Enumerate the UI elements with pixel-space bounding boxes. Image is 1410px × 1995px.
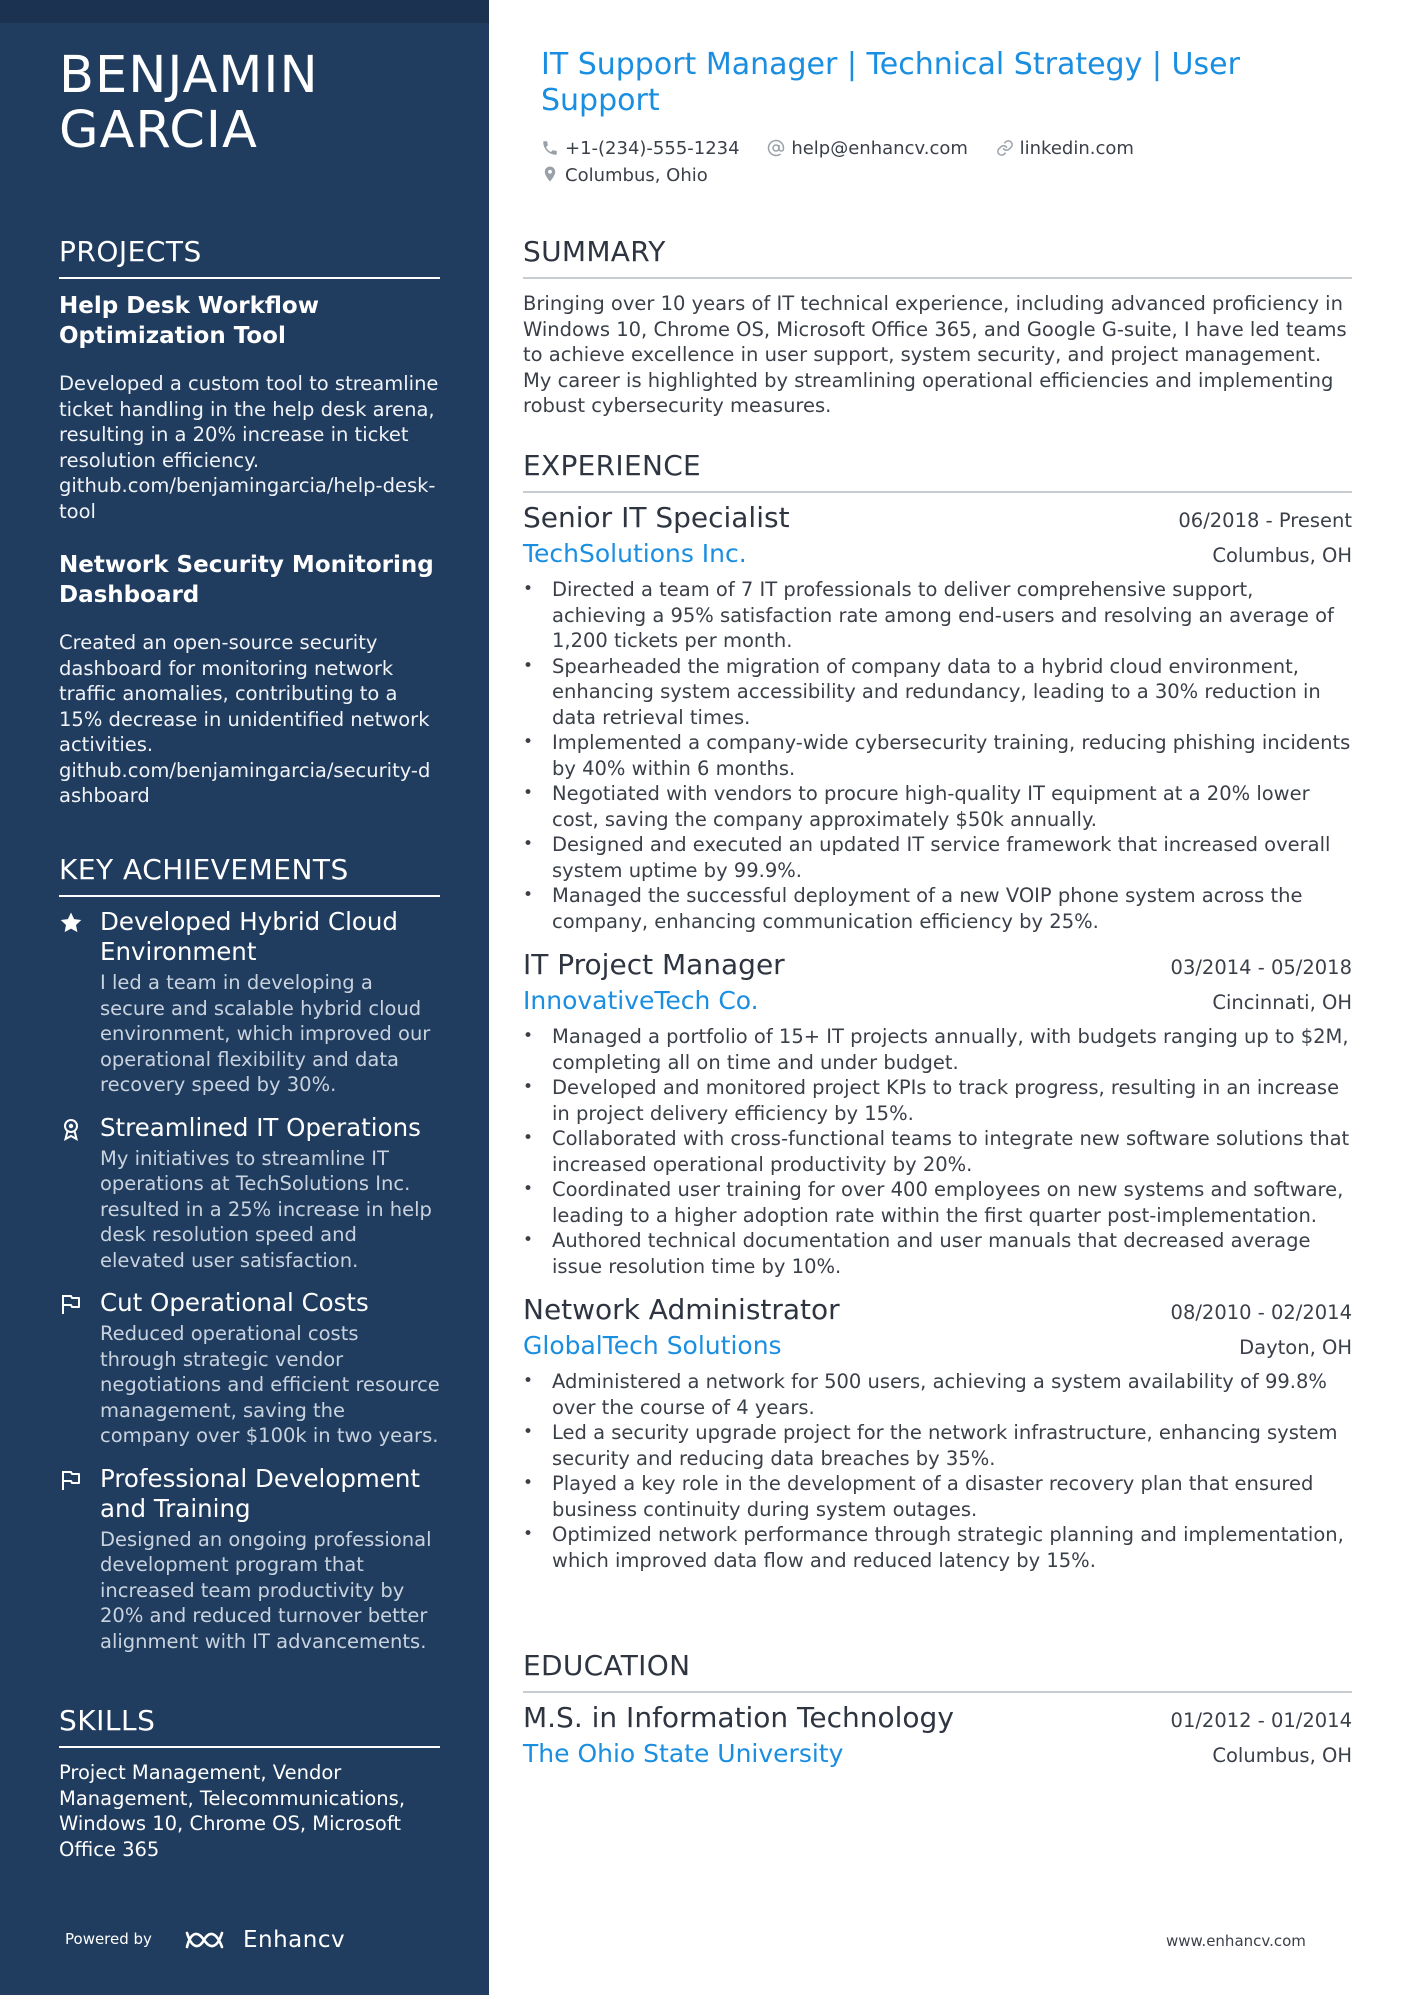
summary-section [523,235,1352,419]
skills-section [59,1704,440,1862]
education-heading: EDUCATION [523,1649,1352,1693]
education-section [523,1649,1352,1771]
job-dates: 06/2018 - Present [1178,509,1352,532]
job-dates: 03/2014 - 05/2018 [1170,956,1352,979]
project-item [59,291,440,524]
achievement-description: I led a team in developing a secure and scalable hybrid cloud environment, which improved our operational flexibility and data recovery speed by 30%. [100,971,431,1096]
skills-heading: SKILLS [59,1704,440,1748]
job-bullet: • Led a security upgrade project for the network infrastructure, enhancing system security and reducing data breaches by 35%. [523,1420,1352,1471]
summary-text: Bringing over 10 years of IT technical experience, including advanced proficiency in Windows 10, Chrome OS, Microsoft Office 365, and Google G-suite, I have led teams to achieve excellence in user support, system security, and project management. My career is highlighted by streamlining operational efficiencies and implementing robust cybersecurity measures. [523,292,1347,417]
job-bullet: • Directed a team of 7 IT professionals to deliver comprehensive support, achieving a 95% satisfaction rate among end-users and resolving an average of 1,200 tickets per month. [523,577,1352,654]
phone-text: +1-(234)-555-1234 [565,138,740,159]
job-title: IT Project Manager [523,948,785,981]
job-company: TechSolutions Inc. [523,539,747,568]
project-description: Created an open-source security dashboard for monitoring network traffic anomalies, contributing to a 15% decrease in unidentified network activities. [59,631,430,756]
job-bullet: • Implemented a company-wide cybersecurity training, reducing phishing incidents by 40% within 6 months. [523,730,1352,781]
job-entry [523,499,1352,934]
skills-list: Project Management, Vendor Management, Telecommunications, Windows 10, Chrome OS, Microsoft Office 365 [59,1761,406,1861]
project-title: Network Security Monitoring Dashboard [59,552,434,608]
education-school: The Ohio State University [523,1739,844,1768]
job-bullets [523,577,1352,934]
achievement-title: Developed Hybrid Cloud Environment [100,907,398,966]
achievement-title: Professional Development and Training [100,1463,420,1523]
job-company: GlobalTech Solutions [523,1331,782,1360]
project-description: Developed a custom tool to streamline ticket handling in the help desk arena, resulting in a 20% increase in ticket resolution efficiency. [59,372,439,472]
contact-phone[interactable] [541,137,740,161]
achievement-description: Designed an ongoing professional development program that increased team productivity by 20% and reduced turnover better alignment with IT advancements. [100,1527,432,1653]
job-dates: 08/2010 - 02/2014 [1170,1301,1352,1324]
job-bullet: • Spearheaded the migration of company data to a hybrid cloud environment, enhancing system accessibility and redundancy, leading to a 30% reduction in data retrieval times. [523,654,1352,731]
job-bullet: • Designed and executed an updated IT service framework that increased overall system uptime by 99.9%. [523,832,1352,883]
powered-by-label: Powered by [65,1930,152,1948]
achievements-section [59,853,440,1669]
flag-icon [59,1468,83,1492]
email-text: help@enhancv.com [791,138,968,159]
projects-section [59,235,440,809]
job-bullet: • Administered a network for 500 users, achieving a system availability of 99.8% over the course of 4 years. [523,1369,1352,1420]
contact-row [541,164,1341,188]
job-bullet: • Collaborated with cross-functional teams to integrate new software solutions that increased operational productivity by 20%. [523,1126,1352,1177]
headline: IT Support Manager | Technical Strategy | User Support [541,47,1240,118]
job-bullets [523,1024,1352,1279]
achievement-description: Reduced operational costs through strategic vendor negotiations and efficient resource management, saving the company over $100k in two years. [100,1322,440,1447]
projects-heading: PROJECTS [59,235,440,279]
job-location: Cincinnati, OH [1212,991,1352,1014]
contact-row [541,137,1341,161]
job-company: InnovativeTech Co. [523,986,759,1015]
achievement-item [59,1464,440,1655]
enhancv-brand: Enhancv [243,1927,346,1953]
project-item [59,550,440,809]
education-location: Columbus, OH [1212,1744,1352,1767]
achievement-item [59,907,440,1098]
job-bullet: • Played a key role in the development of a disaster recovery plan that ensured business continuity during system outages. [523,1471,1352,1522]
flag-icon [59,1292,83,1316]
award-icon [59,1117,83,1141]
location-pin-icon [541,164,559,184]
achievement-description: My initiatives to streamline IT operations at TechSolutions Inc. resulted in a 25% increase in help desk resolution speed and elevated user satisfaction. [100,1146,432,1272]
education-degree: M.S. in Information Technology [523,1701,954,1734]
project-title: Help Desk Workflow Optimization Tool [59,293,319,349]
sidebar [0,0,489,1995]
contact-location [541,164,708,188]
job-location: Columbus, OH [1212,544,1352,567]
contact-linkedin[interactable] [996,137,1134,161]
experience-heading: EXPERIENCE [523,449,1352,493]
job-entry [523,946,1352,1279]
experience-section [523,449,1352,1585]
job-bullet: • Coordinated user training for over 400 employees on new systems and software, leading to a higher adoption rate within the first quarter post-implementation. [523,1177,1352,1228]
job-title: Network Administrator [523,1293,840,1326]
at-icon [767,139,785,157]
job-bullets [523,1369,1352,1573]
job-bullet: • Authored technical documentation and user manuals that decreased average issue resolution time by 10%. [523,1228,1352,1279]
footer-url[interactable]: www.enhancv.com [1166,1932,1306,1950]
star-icon [59,911,83,935]
achievement-title: Cut Operational Costs [100,1288,369,1317]
candidate-name: BENJAMIN GARCIA [59,46,319,160]
job-bullet: • Managed a portfolio of 15+ IT projects annually, with budgets ranging up to $2M, completing all on time and under budget. [523,1024,1352,1075]
job-bullet: • Managed the successful deployment of a new VOIP phone system across the company, enhancing communication efficiency by 25%. [523,883,1352,934]
phone-icon [541,139,559,157]
achievements-heading: KEY ACHIEVEMENTS [59,853,440,897]
job-title: Senior IT Specialist [523,501,790,534]
project-link[interactable]: github.com/benjamingarcia/help-desk-tool [59,474,436,523]
job-location: Dayton, OH [1239,1336,1352,1359]
achievement-item [59,1288,440,1449]
achievement-title: Streamlined IT Operations [100,1112,421,1142]
job-bullet: • Optimized network performance through strategic planning and implementation, which improved data flow and reduced latency by 15%. [523,1522,1352,1573]
linkedin-text: linkedin.com [1019,138,1134,159]
achievement-item [59,1113,440,1274]
job-entry [523,1291,1352,1573]
summary-heading: SUMMARY [523,235,1352,279]
job-bullet: • Developed and monitored project KPIs to track progress, resulting in an increase in project delivery efficiency by 15%. [523,1075,1352,1126]
link-icon [996,139,1014,157]
location-text: Columbus, Ohio [565,165,708,186]
job-bullet: • Negotiated with vendors to procure high-quality IT equipment at a 20% lower cost, saving the company approximately $50k annually. [523,781,1352,832]
contact-email[interactable] [767,137,968,161]
project-link[interactable]: github.com/benjamingarcia/security-dashboard [59,758,431,807]
education-dates: 01/2012 - 01/2014 [1170,1709,1352,1732]
